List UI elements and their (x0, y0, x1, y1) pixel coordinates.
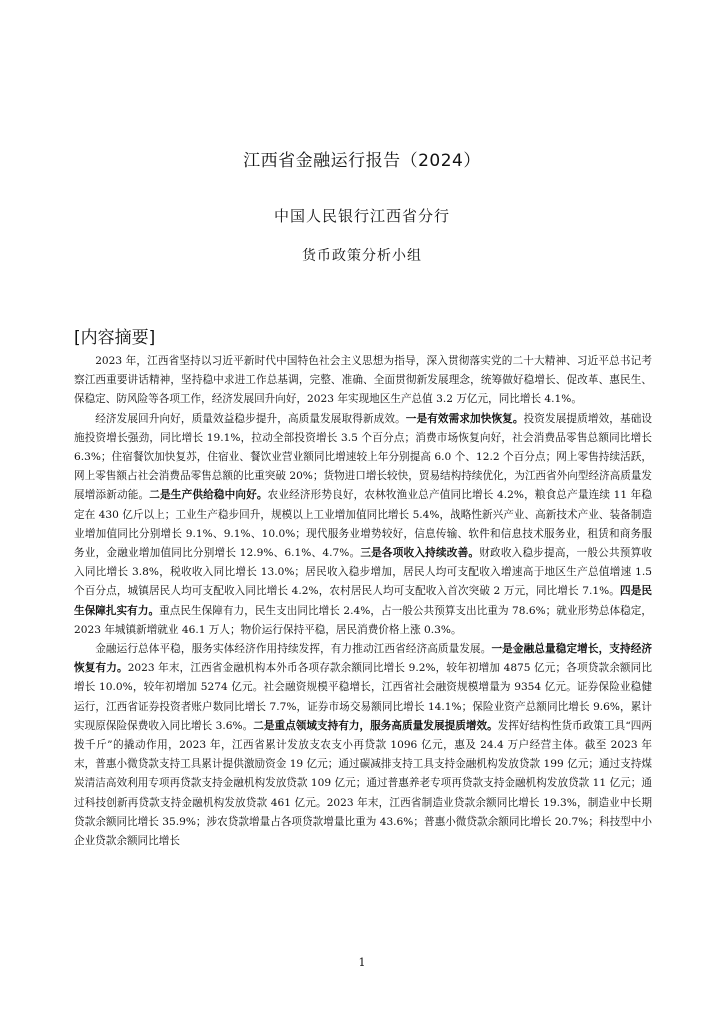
organization-name: 中国人民银行江西省分行 (273, 207, 450, 225)
bold-key-point: 二是重点领域支持有力，服务高质量发展提质增效。 (253, 719, 498, 732)
bold-key-point: 一是金融总量稳定增长，支持经济恢复有力。 (74, 643, 653, 675)
text-run: 2023 年末，江西省金融机构本外币各项存款余额同比增长 9.2%，较年初增加 4875 亿元；各项贷款余额同比增长 10.0%，较年初增加 5274 亿元。社会融资规模平稳增长，江西省社会融资规模增量为 9354 亿元。证券保险业稳健运行，江西省证券投资者账户数同比增长 7.7%，证券市场交易额同比增长 14.1%；保险业资产总额同比增长 9.6%，累计实现原保险保费收入同比增长 3.6%。 (74, 662, 652, 732)
bold-key-point: 四是民生保障扎实有力。 (74, 585, 652, 617)
section-heading-summary: [内容摘要] (74, 328, 156, 348)
text-run: 金融运行总体平稳，服务实体经济作用持续发挥，有力推动江西省经济高质量发展。 (95, 643, 492, 656)
text-run: 农业经济形势良好，农林牧渔业总产值同比增长 4.2%，粮食总产量连续 11 年稳定在 430 亿斤以上；工业生产稳步回升，规模以上工业增加值同比增长 5.4%，战略性新兴产业、高新技术产业、装备制造业增加值同比分别增长 9.1%、9.1%、10.0%；现代服务业增势较好，信息传输、软件和信息技术服务业，租赁和商务服务业，金融业增加值同比分别增长 12.9%、6.1%、4.7%。 (74, 489, 653, 560)
bold-key-point: 一是有效需求加快恢复。 (405, 412, 524, 425)
page-number: 1 (358, 956, 366, 969)
text-run: 发挥好结构性货币政策工具“四两拨千斤”的撬动作用，2023 年，江西省累计发放支农支小再贷款 1096 亿元，惠及 24.4 万户经营主体。截至 2023 年末，普惠小微贷款支持工具累计提供激励资金 19 亿元；通过碳减排支持工具支持金融机构发放贷款 199 亿元；通过支持煤炭清洁高效利用专项再贷款支持金融机构发放贷款 109 亿元；通过普惠养老专项再贷款支持金融机构发放贷款 11 亿元；通过科技创新再贷款支持金融机构发放贷款 461 亿元。2023 年末，江西省制造业贷款余额同比增长 19.3%，制造业中长期贷款余额同比增长 35.9%；涉农贷款增量占各项贷款增量比重为 43.6%；普惠小微贷款余额同比增长 20.7%；科技型中小企业贷款余额同比增长 (74, 719, 652, 848)
text-run: 重点民生保障有力，民生支出同比增长 2.4%，占一般公共预算支出比重为 78.6%；就业形势总体稳定，2023 年城镇新增就业 46.1 万人；物价运行保持平稳，居民消费价格上涨 0.3%。 (74, 604, 652, 636)
text-run: 2023 年，江西省坚持以习近平新时代中国特色社会主义思想为指导，深入贯彻落实党的二十大精神、习近平总书记考察江西重要讲话精神，坚持稳中求进工作总基调，完整、准确、全面贯彻新发展理念，统筹做好稳增长、促改革、惠民生、保稳定、防风险等各项工作，经济发展回升向好，2023 年实现地区生产总值 3.2 万亿元，同比增长 4.1%。 (74, 355, 652, 406)
text-run: 经济发展回升向好，质量效益稳步提升，高质量发展取得新成效。 (95, 412, 406, 425)
paragraph-1 (74, 352, 652, 410)
text-run: 投资发展提质增效，基础设施投资增长强劲，同比增长 19.1%，拉动全部投资增长 3.5 个百分点；消费市场恢复向好，社会消费品零售总额同比增长 6.3%；住宿餐饮加快复苏，住宿业、餐饮业营业额同比增速较上年分别提高 6.0 个、12.2 个百分点；网上零售持续活跃，网上零售额占社会消费品零售总额的比重突破 20%；货物进口增长较快，贸易结构持续优化，为江西省外向型经济高质量发展增添新动能。 (74, 412, 652, 502)
paragraph-3 (74, 640, 652, 851)
bold-key-point: 三是各项收入持续改善。 (360, 547, 480, 560)
report-title: 江西省金融运行报告（2024） (243, 151, 481, 171)
paragraph-2 (74, 410, 652, 640)
summary-body (74, 352, 652, 851)
text-run: 财政收入稳步提高，一般公共预算收入同比增长 3.8%，税收收入同比增长 13.0%；居民收入稳步增加，居民人均可支配收入增速高于地区生产总值增速 1.5 个百分点，城镇居民人均可支配收入同比增长 4.2%，农村居民人均可支配收入首次突破 2 万元，同比增长 7.1%。 (74, 547, 652, 598)
bold-key-point: 二是生产供给稳中向好。 (149, 489, 268, 502)
author-group: 货币政策分析小组 (302, 248, 422, 264)
